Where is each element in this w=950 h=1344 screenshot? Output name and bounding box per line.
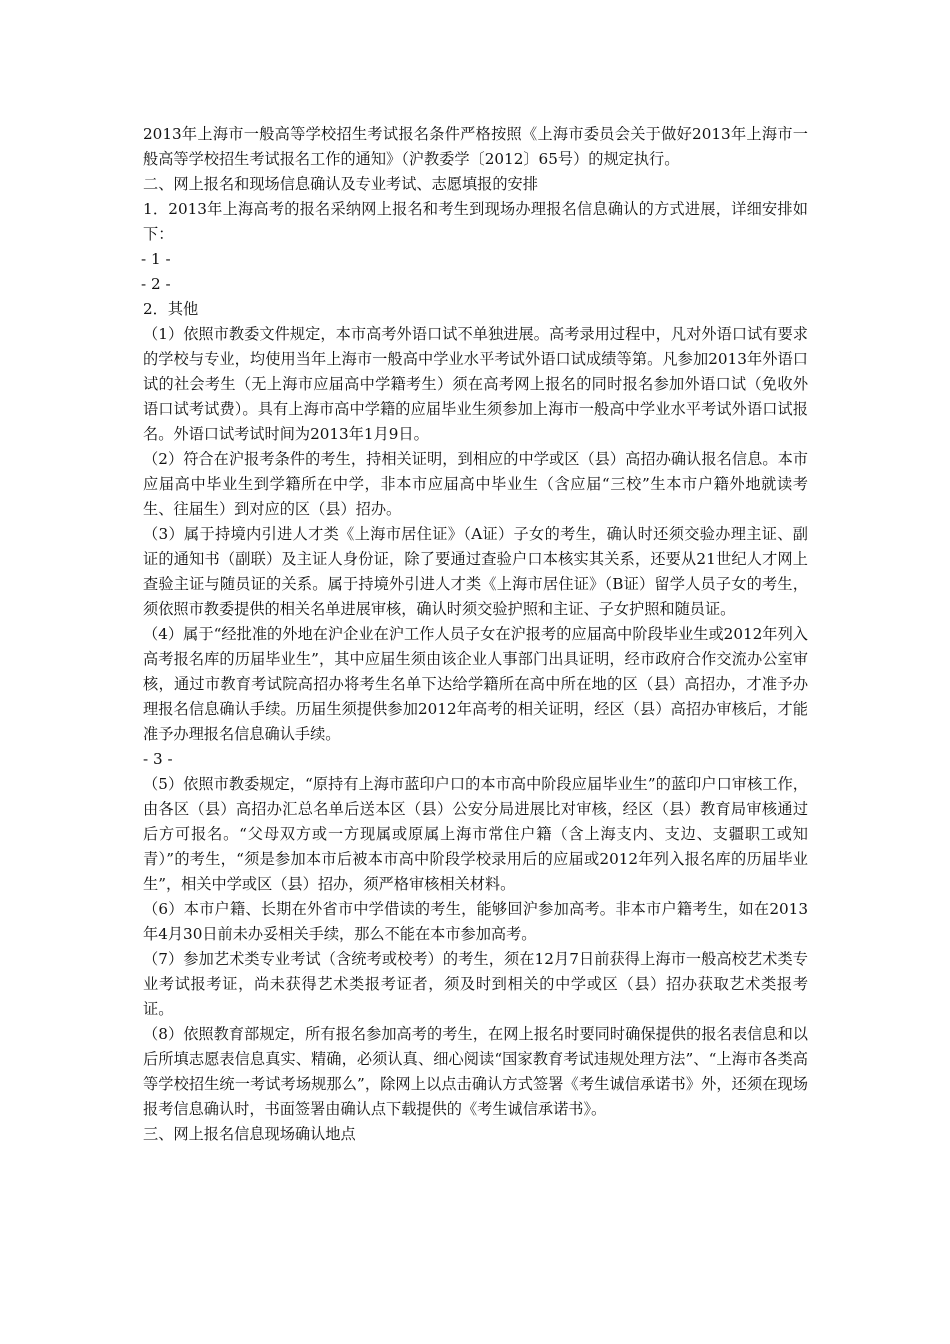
document-page [143, 122, 808, 1147]
section-3-heading: 三、网上报名信息现场确认地点 [143, 1125, 356, 1143]
page-number: - 2 - [141, 275, 171, 293]
page-number: - 3 - [143, 750, 173, 768]
clause-1-paragraph: （1）依照市教委文件规定，本市高考外语口试不单独进展。高考录用过程中，凡对外语口试有要求的学校与专业，均使用当年上海市一般高中学业水平考试外语口试成绩等第。凡参加2013年外语口试的社会考生（无上海市应届高中学籍考生）须在高考网上报名的同时报名参加外语口试（免收外语口试考试费）。具有上海市高中学籍的应届毕业生须参加上海市一般高中学业水平考试外语口试报名。外语口试考试时间为2013年1月9日。 [143, 325, 808, 443]
item-2-heading: 2．其他 [143, 300, 199, 318]
clause-7-paragraph: （7）参加艺术类专业考试（含统考或校考）的考生，须在12月7日前获得上海市一般高校艺术类专业考试报考证，尚未获得艺术类报考证者，须及时到相关的中学或区（县）招办获取艺术类报考证。 [143, 950, 808, 1018]
section-2-heading: 二、网上报名和现场信息确认及专业考试、志愿填报的安排 [143, 175, 538, 193]
clause-8-paragraph: （8）依照教育部规定，所有报名参加高考的考生，在网上报名时要同时确保提供的报名表信息和以后所填志愿表信息真实、精确，必须认真、细心阅读“国家教育考试违规处理方法”、“上海市各类高等学校招生统一考试考场规那么”，除网上以点击确认方式签署《考生诚信承诺书》外，还须在现场报考信息确认时，书面签署由确认点下载提供的《考生诚信承诺书》。 [143, 1025, 808, 1118]
intro-paragraph: 2013年上海市一般高等学校招生考试报名条件严格按照《上海市委员会关于做好2013年上海市一般高等学校招生考试报名工作的通知》（沪教委学〔2012〕65号）的规定执行。 [143, 125, 808, 168]
clause-6-paragraph: （6）本市户籍、长期在外省市中学借读的考生，能够回沪参加高考。非本市户籍考生，如在2013年4月30日前未办妥相关手续，那么不能在本市参加高考。 [143, 900, 808, 943]
clause-3-paragraph: （3）属于持境内引进人才类《上海市居住证》（A证）子女的考生，确认时还须交验办理主证、副证的通知书（副联）及主证人身份证，除了要通过查验户口本核实其关系，还要从21世纪人才网上查验主证与随员证的关系。属于持境外引进人才类《上海市居住证》（B证）留学人员子女的考生，须依照市教委提供的相关名单进展审核，确认时须交验护照和主证、子女护照和随员证。 [143, 525, 808, 618]
clause-2-paragraph: （2）符合在沪报考条件的考生，持相关证明，到相应的中学或区（县）高招办确认报名信息。本市应届高中毕业生到学籍所在中学，非本市应届高中毕业生（含应届“三校”生本市户籍外地就读考生、往届生）到对应的区（县）招办。 [143, 450, 808, 518]
item-1-paragraph: 1．2013年上海高考的报名采纳网上报名和考生到现场办理报名信息确认的方式进展，详细安排如下： [143, 200, 808, 243]
clause-5-paragraph: （5）依照市教委规定，“原持有上海市蓝印户口的本市高中阶段应届毕业生”的蓝印户口审核工作，由各区（县）高招办汇总名单后送本区（县）公安分局进展比对审核，经区（县）教育局审核通过后方可报名。“父母双方或一方现属或原属上海市常住户籍（含上海支内、支边、支疆职工或知青）”的考生，“须是参加本市后被本市高中阶段学校录用后的应届或2012年列入报名库的历届毕业生”，相关中学或区（县）招办，须严格审核相关材料。 [143, 775, 808, 893]
clause-4-paragraph: （4）属于“经批准的外地在沪企业在沪工作人员子女在沪报考的应届高中阶段毕业生或2012年列入高考报名库的历届毕业生”，其中应届生须由该企业人事部门出具证明，经市政府合作交流办公室审核，通过市教育考试院高招办将考生名单下达给学籍所在高中所在地的区（县）高招办，才准予办理报名信息确认手续。历届生须提供参加2012年高考的相关证明，经区（县）高招办审核后，才能准予办理报名信息确认手续。 [143, 625, 808, 743]
page-number: - 1 - [141, 250, 171, 268]
